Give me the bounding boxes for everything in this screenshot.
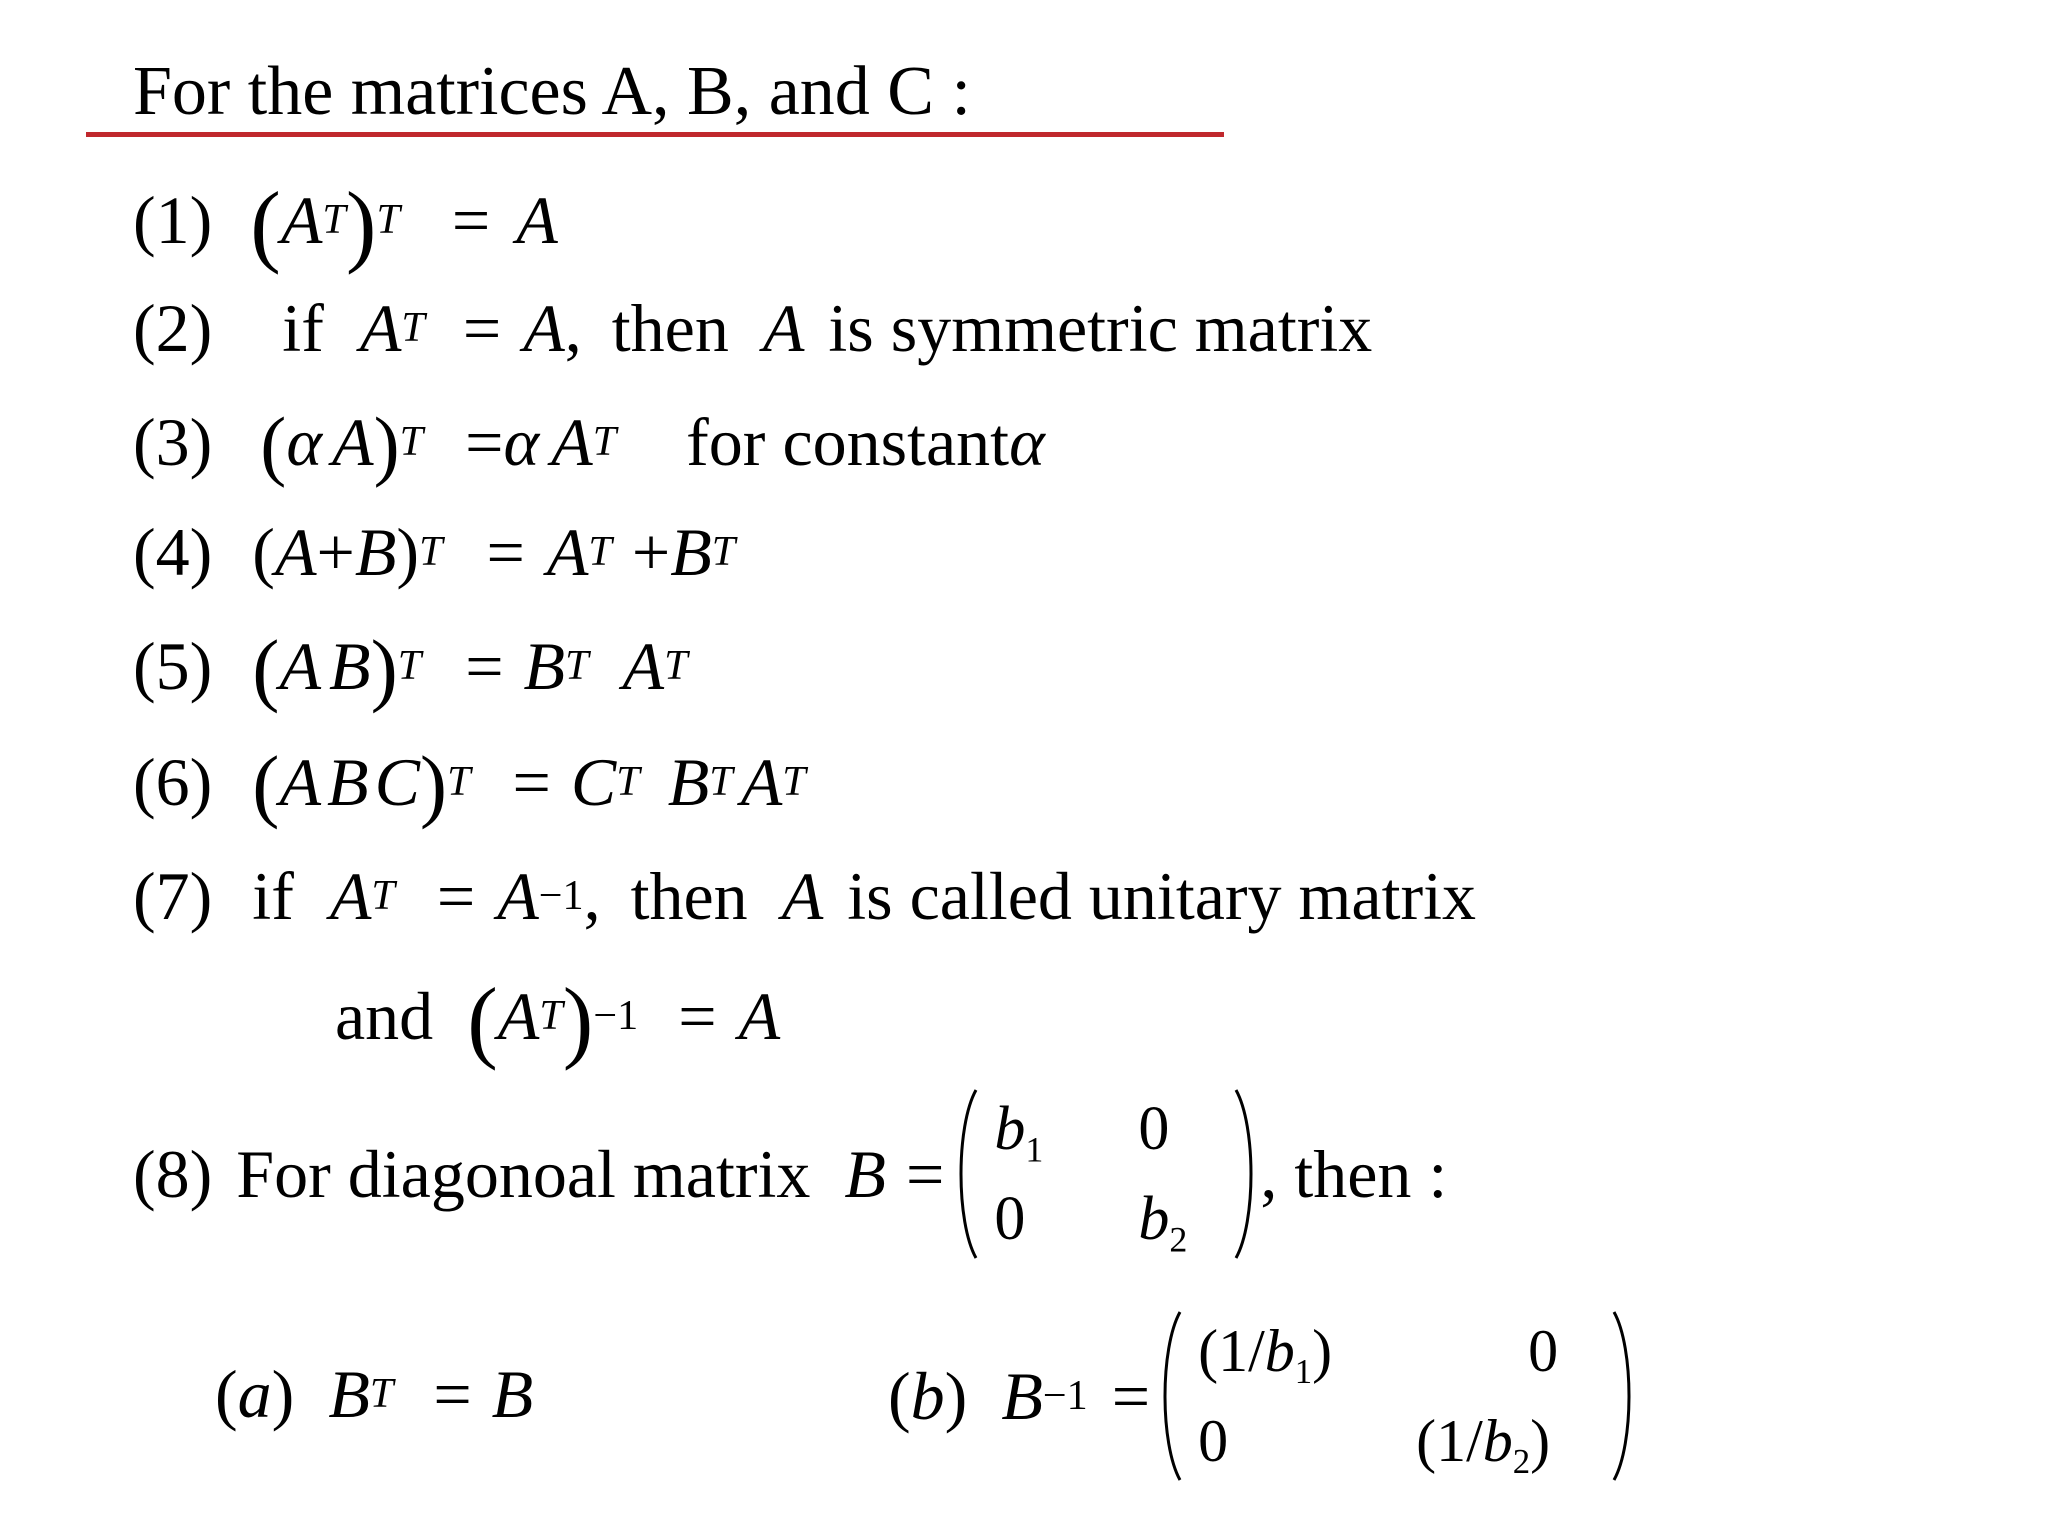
- page-title: For the matrices A, B, and C :: [133, 53, 971, 130]
- property-2: (2) if A T = A , then A is symmetric matrix: [133, 290, 1373, 366]
- right-bracket: [1232, 1086, 1260, 1262]
- matrix-cell: $b_1$: [994, 1095, 1044, 1170]
- item-number: (4): [133, 514, 213, 590]
- sub-property-b: ( b ) B −1 = $(1/b_1)$ 0 0 $(1/b_2)$: [888, 1308, 1638, 1484]
- symbol-a: A: [738, 978, 781, 1054]
- matrix-cell: $(1/b_2)$: [1416, 1408, 1551, 1482]
- item-number: (3): [133, 404, 213, 480]
- unitary-text: is called unitary matrix: [847, 858, 1477, 934]
- diagonal-text: For diagonoal matrix: [236, 1136, 811, 1212]
- equals-sign: =: [905, 1136, 945, 1212]
- symbol-a: A: [497, 978, 540, 1054]
- equals-sign: =: [433, 1356, 472, 1432]
- symbol-a: A: [329, 858, 372, 934]
- symbol-a: A: [497, 858, 539, 934]
- open-paren: (: [252, 514, 275, 590]
- symbol-b: B: [1001, 1358, 1043, 1434]
- symbol-a: A: [516, 182, 558, 258]
- matrix-cell: 0: [1198, 1408, 1229, 1474]
- symbol-b: B: [329, 628, 371, 704]
- if-text: if: [252, 858, 294, 934]
- property-7-continued: and ( A T ) −1 = A: [335, 968, 781, 1071]
- symbol-a: A: [332, 404, 374, 480]
- symbol-a: A: [781, 858, 824, 934]
- symbol-b: B: [491, 1356, 534, 1432]
- symbol-a: A: [359, 290, 402, 366]
- for-constant-text: for constant: [686, 404, 1010, 480]
- left-bracket: [1156, 1308, 1184, 1484]
- symbol-b: B: [523, 628, 566, 704]
- sub-property-a: ( a ) B T = B: [215, 1356, 534, 1432]
- open-paren: (: [888, 1358, 911, 1434]
- symbol-a: A: [762, 290, 805, 366]
- symbol-a: A: [523, 290, 565, 366]
- label-b: b: [910, 1358, 945, 1434]
- diagonal-matrix: [952, 1086, 1260, 1262]
- property-8: [133, 1086, 1447, 1262]
- property-1: (1) ( A T ) T = A: [133, 172, 558, 275]
- comma: ,: [583, 858, 601, 934]
- then-text: then: [611, 290, 729, 366]
- symbol-alpha: α: [286, 404, 323, 480]
- item-number: (8): [133, 1136, 213, 1212]
- symbol-a: A: [274, 514, 317, 590]
- symbol-alpha: α: [503, 404, 540, 480]
- symbol-b: B: [844, 1136, 886, 1212]
- property-7: (7) if A T = A −1 , then A is called unitary matrix: [133, 858, 1477, 934]
- plus-sign: +: [316, 514, 355, 590]
- matrix-cell: 0: [1138, 1095, 1170, 1163]
- item-number: (6): [133, 744, 213, 820]
- if-text: if: [282, 290, 324, 366]
- matrix-body: [1184, 1313, 1610, 1482]
- then-text: then: [630, 858, 748, 934]
- property-4: (4) ( A + B ) T = A T + B T: [133, 514, 736, 590]
- matrix-body: [980, 1091, 1232, 1260]
- symbol-a: A: [279, 744, 322, 820]
- item-number: (5): [133, 628, 213, 704]
- close-paren: ): [271, 1356, 295, 1432]
- symbol-b: B: [667, 744, 710, 820]
- item-number: (2): [133, 290, 213, 366]
- equals-sign: =: [486, 514, 525, 590]
- plus-sign: +: [631, 514, 671, 590]
- property-5: (5) ( A B ) T = B T A T: [133, 623, 688, 715]
- symbol-a: A: [551, 404, 593, 480]
- symbol-c: C: [570, 744, 617, 820]
- symbol-b: B: [327, 744, 369, 820]
- left-bracket: [952, 1086, 980, 1262]
- matrix-cell: 0: [994, 1185, 1026, 1253]
- matrix-cell: $(1/b_1)$: [1198, 1318, 1333, 1392]
- close-paren: ): [396, 514, 420, 590]
- symbol-b: B: [354, 514, 397, 590]
- open-paren: (: [215, 1356, 238, 1432]
- equals-sign: =: [465, 404, 504, 480]
- comma: ,: [564, 290, 582, 366]
- matrix-cell: $b_2$: [1138, 1185, 1188, 1260]
- property-6: (6) ( A B C ) T = C T B T A T: [133, 739, 806, 831]
- symbol-a: A: [546, 514, 589, 590]
- symbol-alpha: α: [1009, 404, 1045, 480]
- symbol-b: B: [670, 514, 712, 590]
- symbol-a: A: [740, 744, 783, 820]
- and-text: and: [335, 978, 434, 1054]
- property-3: (3) ( α A ) T = α A T for constant α: [133, 401, 1045, 489]
- symbol-a: A: [622, 628, 665, 704]
- inverse-matrix: [1156, 1308, 1638, 1484]
- symbol-a: A: [279, 628, 322, 704]
- item-number: (7): [133, 858, 213, 934]
- equals-sign: =: [451, 182, 491, 258]
- equals-sign: =: [462, 290, 502, 366]
- symbol-a: A: [280, 182, 323, 258]
- equals-sign: =: [678, 978, 717, 1054]
- symbol-b: B: [328, 1356, 370, 1432]
- item-number: (1): [133, 182, 213, 258]
- label-a: a: [237, 1356, 272, 1432]
- right-bracket: [1610, 1308, 1638, 1484]
- equals-sign: =: [512, 744, 551, 820]
- then-text: , then :: [1260, 1136, 1448, 1212]
- matrix-cell: 0: [1528, 1318, 1559, 1384]
- symmetric-text: is symmetric matrix: [828, 290, 1373, 366]
- equals-sign: =: [436, 858, 476, 934]
- equals-sign: =: [465, 628, 504, 704]
- symbol-c: C: [374, 744, 420, 820]
- title-underline: [86, 132, 1224, 137]
- equals-sign: =: [1111, 1358, 1151, 1434]
- close-paren: ): [944, 1358, 968, 1434]
